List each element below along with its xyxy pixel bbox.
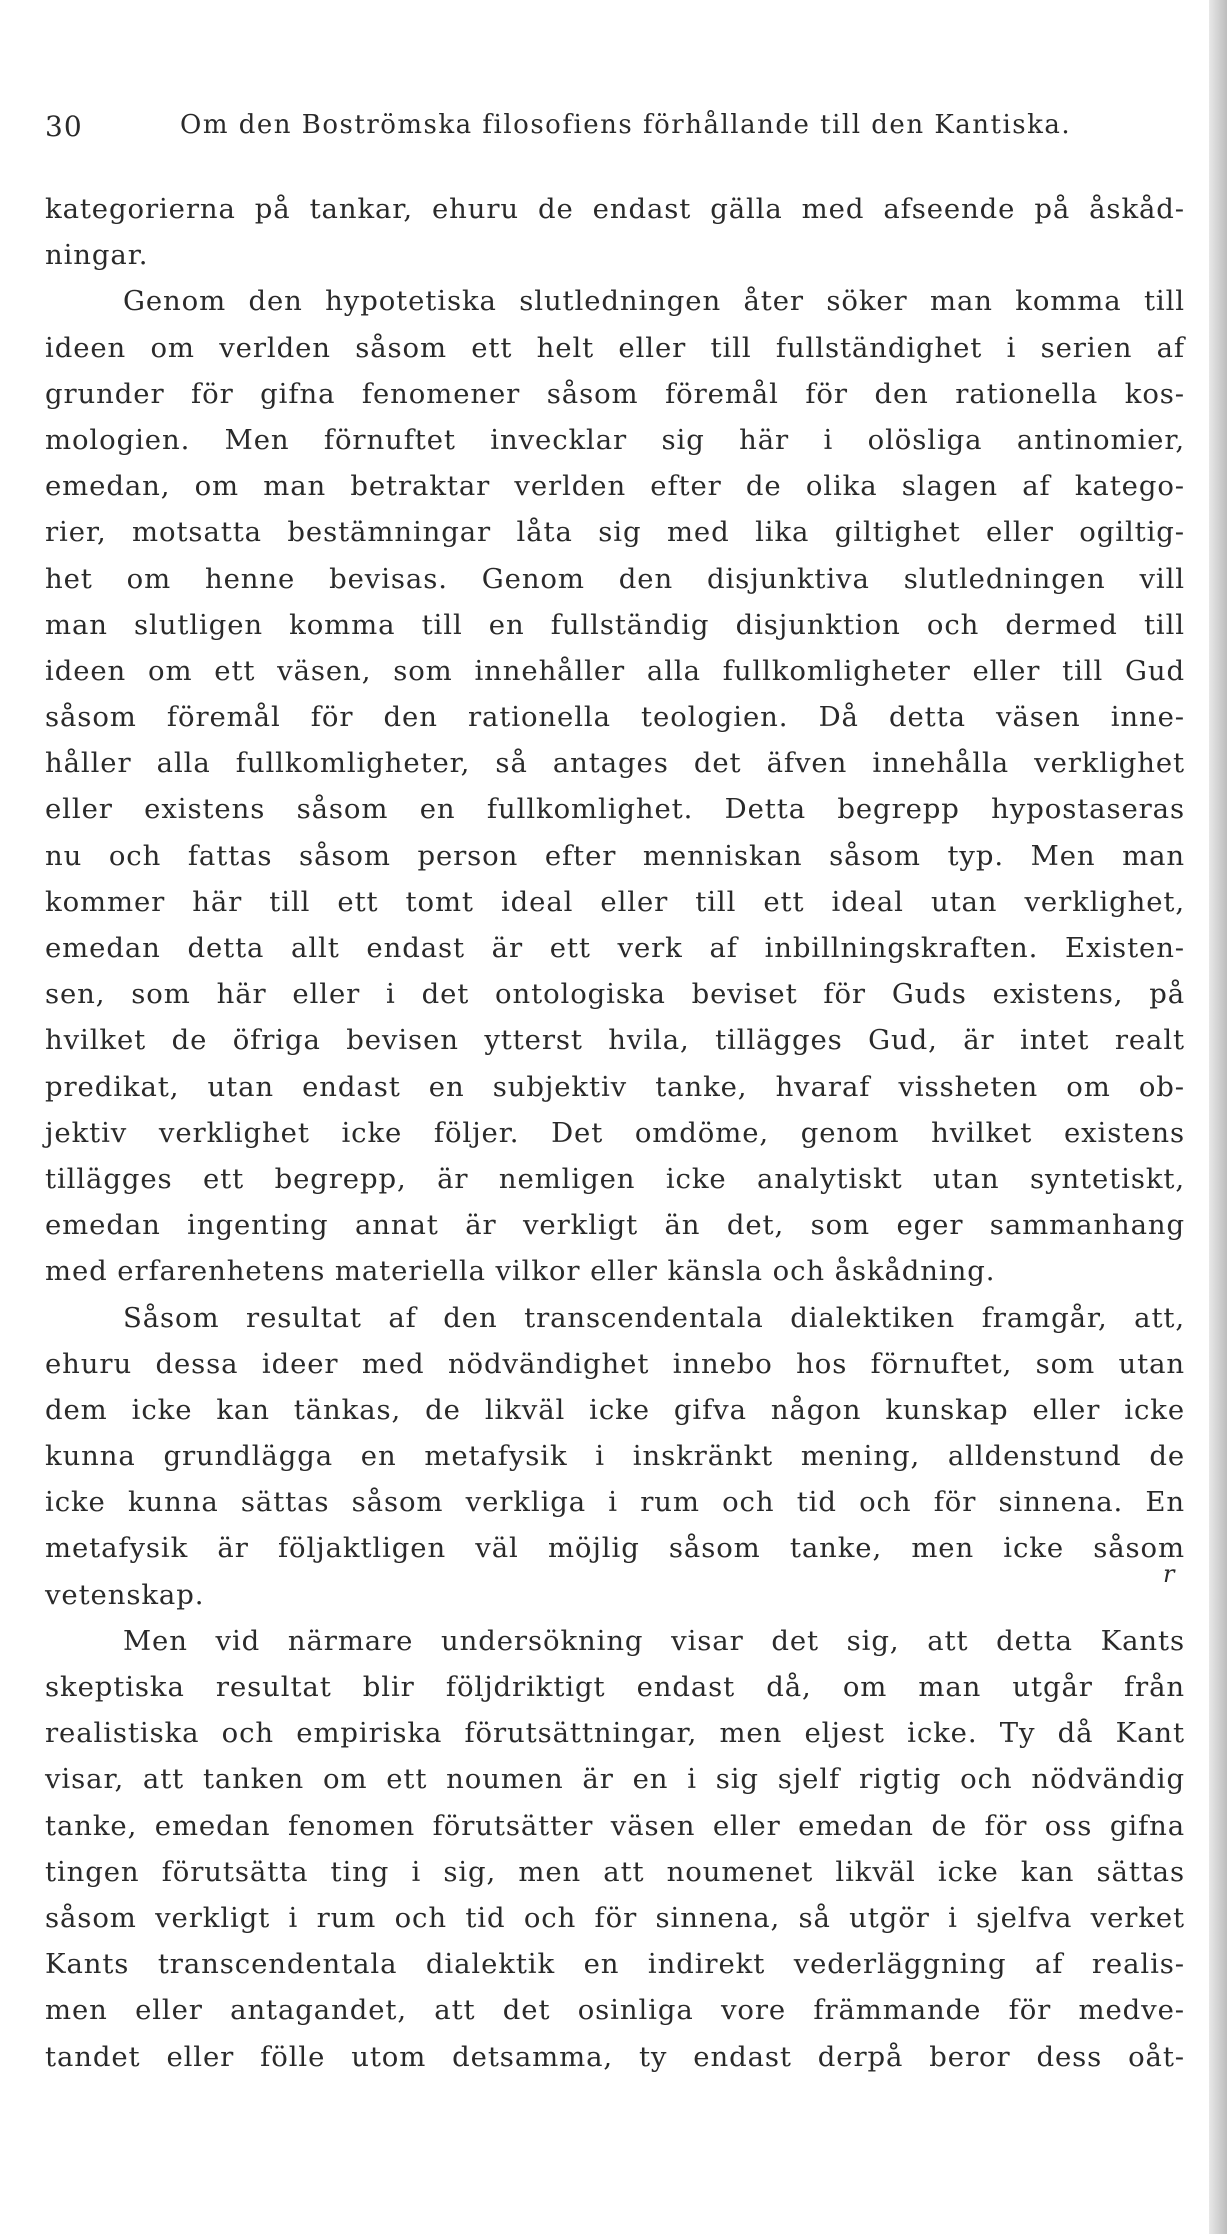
text-line: emedan detta allt endast är ett verk af inbillningskraften. Existen- xyxy=(45,932,1185,964)
text-line: tandet eller fölle utom detsamma, ty endast derpå beror dess oåt- xyxy=(45,2040,1185,2073)
text-line: realistiska och empiriska förutsättningar, men eljest icke. Ty då Kant xyxy=(45,1717,1185,1750)
page-header xyxy=(45,110,1175,150)
text-line: tillägges ett begrepp, är nemligen icke analytiskt utan syntetiskt, xyxy=(45,1162,1185,1195)
text-line: emedan, om man betraktar verlden efter de olika slagen af katego- xyxy=(45,470,1185,503)
text-line: hvilket de öfriga bevisen ytterst hvila, tillägges Gud, är intet realt xyxy=(45,1024,1185,1057)
text-line: ehuru dessa ideer med nödvändighet innebo hos förnuftet, som utan xyxy=(45,1347,1185,1380)
text-line: håller alla fullkomligheter, så antages det äfven innehålla verklighet xyxy=(45,747,1185,780)
text-line: metafysik är följaktligen väl möjlig såsom tanke, men icke såsom xyxy=(45,1532,1185,1565)
body-text xyxy=(45,186,1185,2080)
text-line: Såsom resultat af den transcendentala dialektiken framgår, att, xyxy=(123,1301,1185,1334)
text-line: predikat, utan endast en subjektiv tanke, hvaraf vissheten om ob- xyxy=(45,1070,1185,1103)
text-line: ideen om verlden såsom ett helt eller till fullständighet i serien af xyxy=(45,331,1185,364)
text-line: vetenskap. xyxy=(45,1578,205,1611)
text-line: mologien. Men förnuftet inveckl​ar sig här i olösliga antinomier, xyxy=(45,423,1185,456)
text-line: nu och fattas såsom person efter menniskan såsom typ. Men man xyxy=(45,839,1185,872)
running-head: Om den Boströmska filosofiens förhållande till den Kantiska. xyxy=(180,110,1072,140)
text-line: grunder för gifna fenomener såsom föremål för den rationella kos- xyxy=(45,377,1185,410)
text-line: Men vid närmare undersökning visar det sig, att detta Kants xyxy=(123,1624,1185,1657)
text-line: eller existens såsom en fullkomlighet. Detta begrepp hypostaseras xyxy=(45,793,1185,826)
text-line: kunna grundlägga en metafysik i inskränkt mening, alldenstund de xyxy=(45,1440,1185,1473)
text-line: med erfarenhetens materiella vilkor eller känsla och åskådning. xyxy=(45,1255,996,1288)
text-line: rier, motsatta bestämningar låta sig med lika giltighet eller ogiltig- xyxy=(45,516,1185,549)
text-line: sen, som här eller i det ontologiska beviset för Guds existens, på xyxy=(45,978,1185,1011)
text-line: visar, att tanken om ett noumen är en i sig sjelf rigtig och nödvändig xyxy=(45,1763,1185,1796)
text-line: icke kunna sättas såsom verkliga i rum och tid och för sinnena. En xyxy=(45,1486,1185,1519)
text-line: Kants transcendentala dialektik en indirekt vederläggning af realis- xyxy=(45,1948,1185,1981)
text-line: tanke, emedan fenomen förutsätter väsen eller emedan de för oss gifna xyxy=(45,1809,1185,1842)
text-line: het om henne bevisas. Genom den disjunktiva slutledningen vill xyxy=(45,562,1185,595)
text-line: ideen om ett väsen, som innehåller alla fullkomligheter eller till Gud xyxy=(45,654,1185,687)
text-line: såsom verkligt i rum och tid och för sinnena, så utgör i sjelfva verket xyxy=(45,1901,1185,1934)
text-line: kommer här till ett tomt ideal eller till ett ideal utan verklighet, xyxy=(45,885,1185,918)
text-line: men eller antagandet, att det osinliga vore främmande för medve- xyxy=(45,1994,1185,2027)
text-line: skeptiska resultat blir följdriktigt endast då, om man utgår från xyxy=(45,1671,1185,1703)
text-line: emedan ingenting annat är verkligt än det, som eger sammanhang xyxy=(45,1209,1185,1242)
text-line: jektiv verklighet icke följer. Det omdöme, genom hvilket existens xyxy=(45,1116,1185,1149)
text-line: såsom föremål för den rationella teologien. Då detta väsen inne- xyxy=(45,701,1185,734)
text-line: Genom den hypotetiska slutledningen åter söker man komma till xyxy=(123,285,1185,318)
text-line: man slutligen komma till en fullständig disjunktion och dermed till xyxy=(45,608,1185,641)
text-line: dem icke kan tänkas, de likväl icke gifva någon kunskap eller icke xyxy=(45,1393,1185,1426)
text-line: kategorierna på tankar, ehuru de endast gälla med afseende på åskåd- xyxy=(45,193,1185,225)
page-edge-shadow xyxy=(1209,0,1227,2234)
text-line: ningar. xyxy=(45,239,149,272)
page-number: 30 xyxy=(45,110,83,143)
text-line: tingen förutsätta ting i sig, men att noumenet likväl icke kan sättas xyxy=(45,1855,1185,1888)
margin-mark: r xyxy=(1163,1560,1175,1588)
